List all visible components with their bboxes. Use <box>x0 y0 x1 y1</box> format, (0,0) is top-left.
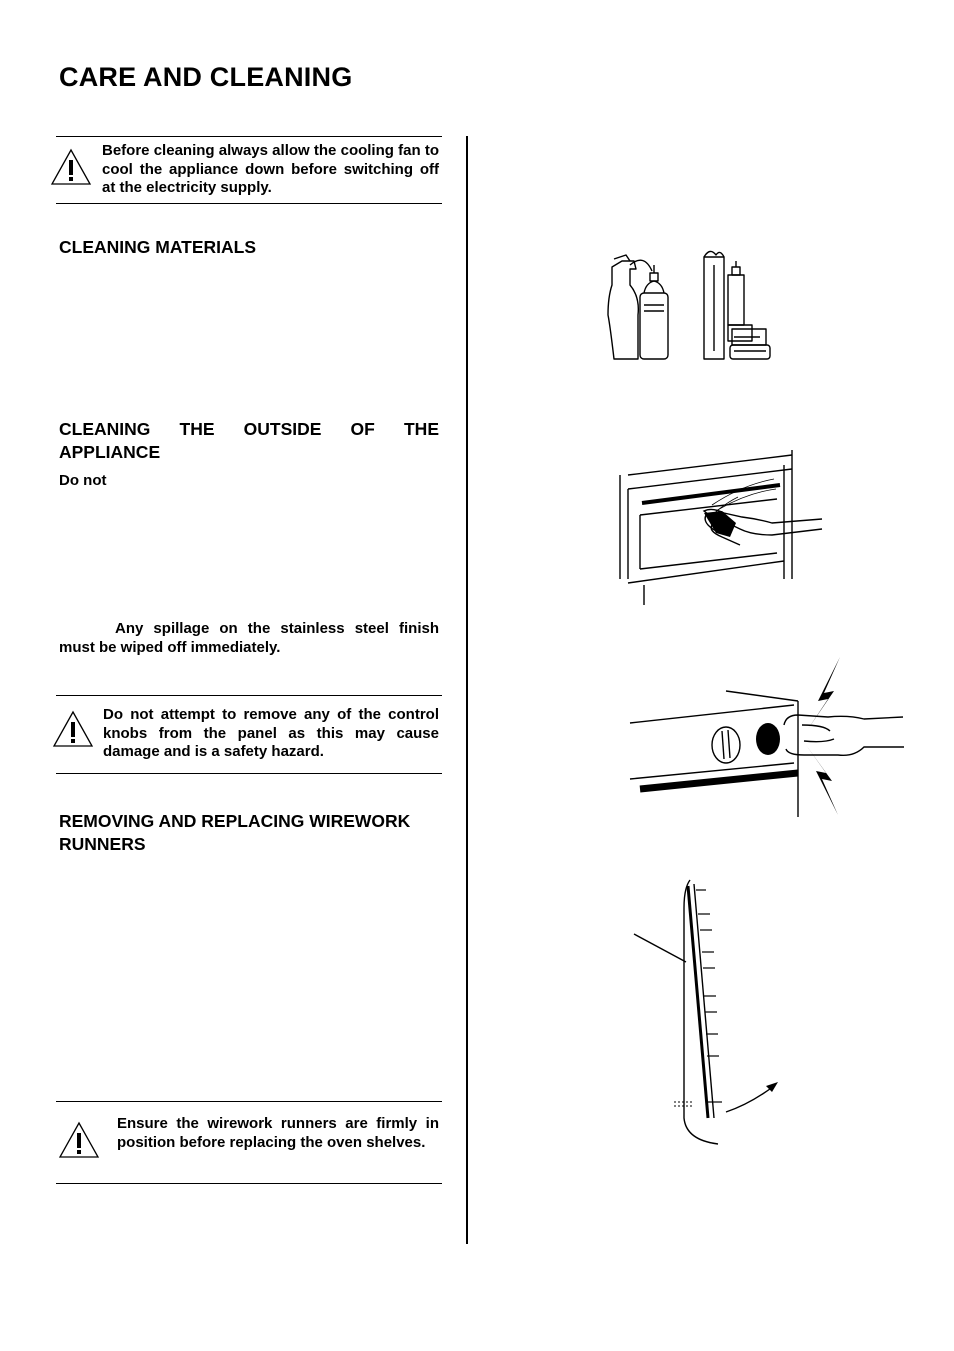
do-not-text: Do not <box>59 472 107 489</box>
warning-cooling-fan: Before cleaning always allow the cooling fan to cool the appliance down before switching off at the electricity supply. <box>102 142 439 196</box>
warning-rule-bottom <box>56 773 442 774</box>
spillage-note: Any spillage on the stainless steel finish must be wiped off immediately. <box>59 620 439 656</box>
warning-wirework-runners: Ensure the wirework runners are firmly in position before replacing the oven shelves. <box>117 1115 439 1151</box>
section-title-wirework-runners: REMOVING AND REPLACING WIREWORK RUNNERS <box>59 811 411 854</box>
warning-control-knobs: Do not attempt to remove any of the control knobs from the panel as this may cause damage and is a safety hazard. <box>103 706 439 760</box>
section-title-cleaning-outside: CLEANING THE OUTSIDE OF THE APPLIANCE <box>59 419 439 462</box>
section-title-cleaning-materials: CLEANING MATERIALS <box>59 237 257 257</box>
column-divider <box>466 136 468 1244</box>
cleaning-products-illustration <box>600 245 780 365</box>
warning-rule-top <box>56 695 442 696</box>
warning-triangle-icon <box>52 710 94 748</box>
warning-triangle-icon <box>50 148 92 186</box>
warning-rule-bottom <box>56 1183 442 1184</box>
warning-rule-top <box>56 136 442 137</box>
wiping-appliance-illustration <box>612 445 827 610</box>
page-title: CARE AND CLEANING <box>59 62 353 92</box>
wirework-runner-illustration <box>630 868 785 1150</box>
warning-rule-bottom <box>56 203 442 204</box>
warning-triangle-icon <box>58 1121 100 1159</box>
control-knob-warning-illustration <box>628 655 910 820</box>
warning-rule-top <box>56 1101 442 1102</box>
